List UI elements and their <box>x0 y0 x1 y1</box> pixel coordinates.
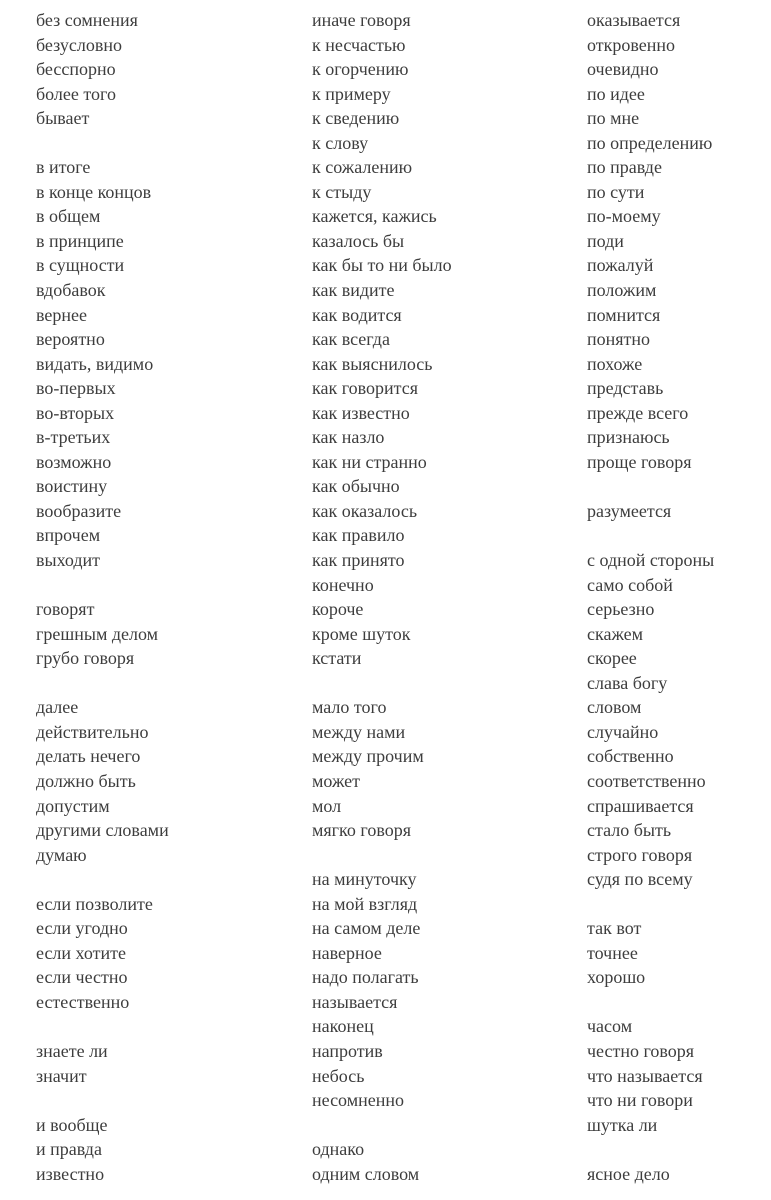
phrase-item: строго говоря <box>587 844 693 865</box>
phrase-item: одним словом <box>312 1163 420 1184</box>
phrase-item: должно быть <box>36 770 136 791</box>
phrase-item: что называется <box>587 1065 703 1086</box>
phrase-item: прежде всего <box>587 402 689 423</box>
phrase-item: если позволите <box>36 893 153 914</box>
phrase-item: в конце концов <box>36 181 152 202</box>
phrase-item: скажем <box>587 623 644 644</box>
phrase-item: мягко говоря <box>312 820 411 841</box>
phrase-item: наконец <box>312 1016 374 1037</box>
phrase-item: более того <box>36 83 116 104</box>
phrase-item: выходит <box>36 550 101 571</box>
blank-line <box>587 892 771 917</box>
phrase-item: казалось бы <box>312 230 405 251</box>
phrase-item: допустим <box>36 795 110 816</box>
phrase-item: словом <box>587 697 642 718</box>
blank-line <box>587 1137 771 1162</box>
phrase-item: на самом деле <box>312 918 421 939</box>
phrase-item: соответственно <box>587 770 706 791</box>
phrase-item: мол <box>312 795 342 816</box>
phrase-item: в-третьих <box>36 427 111 448</box>
phrase-item: хорошо <box>587 967 646 988</box>
phrase-item: впрочем <box>36 525 101 546</box>
phrase-item: к сожалению <box>312 157 413 178</box>
phrase-item: короче <box>312 599 364 620</box>
phrase-item: серьезно <box>587 599 655 620</box>
phrase-item: как выяснилось <box>312 353 433 374</box>
phrase-item: как принято <box>312 550 405 571</box>
phrase-item: как правило <box>312 525 405 546</box>
phrase-item: стало быть <box>587 820 672 841</box>
phrase-item: напротив <box>312 1040 383 1061</box>
phrase-item: как известно <box>312 402 410 423</box>
blank-line <box>36 573 296 598</box>
phrase-item: вероятно <box>36 329 105 350</box>
phrase-item: к примеру <box>312 83 391 104</box>
phrase-item: между нами <box>312 721 406 742</box>
phrase-item: бесспорно <box>36 59 116 80</box>
phrase-item: как оказалось <box>312 500 418 521</box>
phrase-item: по сути <box>587 181 645 202</box>
phrase-item: шутка ли <box>587 1114 658 1135</box>
phrase-item: между прочим <box>312 746 424 767</box>
phrase-item: в принципе <box>36 230 124 251</box>
phrase-item: несомненно <box>312 1090 404 1111</box>
phrase-item: по правде <box>587 157 662 178</box>
phrase-item: пожалуй <box>587 255 654 276</box>
phrase-item: откровенно <box>587 34 676 55</box>
phrase-item: к стыду <box>312 181 372 202</box>
phrase-item: видать, видимо <box>36 353 154 374</box>
phrase-item: наверное <box>312 942 382 963</box>
phrase-item: знаете ли <box>36 1040 108 1061</box>
phrase-item: поди <box>587 230 624 251</box>
phrase-item: как водится <box>312 304 402 325</box>
phrase-item: проще говоря <box>587 451 692 472</box>
phrase-item: естественно <box>36 991 130 1012</box>
phrase-item: представь <box>587 378 664 399</box>
blank-line <box>36 131 296 156</box>
phrase-item: судя по всему <box>587 869 693 890</box>
phrase-item: в сущности <box>36 255 125 276</box>
phrase-item: грешным делом <box>36 623 159 644</box>
phrase-item: кроме шуток <box>312 623 411 644</box>
phrase-item: кстати <box>312 648 362 669</box>
phrase-item: по идее <box>587 83 645 104</box>
blank-line <box>36 671 296 696</box>
phrase-item: далее <box>36 697 79 718</box>
phrase-item: к слову <box>312 132 369 153</box>
phrase-item: во-вторых <box>36 402 115 423</box>
phrase-item: если хотите <box>36 942 126 963</box>
blank-line <box>587 474 771 499</box>
phrase-item: как говорится <box>312 378 419 399</box>
phrase-item: делать нечего <box>36 746 141 767</box>
phrase-item: очевидно <box>587 59 659 80</box>
phrase-item: и вообще <box>36 1114 108 1135</box>
phrase-item: другими словами <box>36 820 169 841</box>
phrase-item: как бы то ни было <box>312 255 452 276</box>
phrase-item: небось <box>312 1065 365 1086</box>
blank-line <box>312 843 572 868</box>
phrase-item: спрашивается <box>587 795 694 816</box>
phrase-item: называется <box>312 991 398 1012</box>
phrase-item: на мой взгляд <box>312 893 418 914</box>
phrase-item: думаю <box>36 844 87 865</box>
blank-line <box>36 1088 296 1113</box>
phrase-column-3 <box>587 8 771 1186</box>
phrase-item: вдобавок <box>36 280 106 301</box>
phrase-item: и правда <box>36 1139 102 1160</box>
blank-line <box>587 523 771 548</box>
phrase-item: с одной стороны <box>587 550 715 571</box>
phrase-item: вернее <box>36 304 87 325</box>
phrase-item: по-моему <box>587 206 661 227</box>
phrase-item: собственно <box>587 746 674 767</box>
phrase-item: как всегда <box>312 329 390 350</box>
phrase-item: если честно <box>36 967 128 988</box>
phrase-item: как назло <box>312 427 385 448</box>
phrase-item: бывает <box>36 108 90 129</box>
phrase-item: конечно <box>312 574 374 595</box>
phrase-item: безусловно <box>36 34 122 55</box>
phrase-item: действительно <box>36 721 149 742</box>
phrase-column-2 <box>312 8 572 1186</box>
phrase-item: случайно <box>587 721 659 742</box>
blank-line <box>587 990 771 1015</box>
phrase-item: по определению <box>587 132 713 153</box>
blank-line <box>312 1113 572 1138</box>
phrase-item: надо полагать <box>312 967 419 988</box>
phrase-item: если угодно <box>36 918 128 939</box>
phrase-item: положим <box>587 280 657 301</box>
phrase-item: в итоге <box>36 157 91 178</box>
phrase-item: во-первых <box>36 378 116 399</box>
phrase-item: мало того <box>312 697 387 718</box>
phrase-item: похоже <box>587 353 643 374</box>
blank-line <box>36 1014 296 1039</box>
blank-line <box>312 671 572 696</box>
phrase-item: как видите <box>312 280 395 301</box>
phrase-item: точнее <box>587 942 638 963</box>
phrase-item: к сведению <box>312 108 400 129</box>
phrase-item: понятно <box>587 329 651 350</box>
phrase-item: в общем <box>36 206 101 227</box>
phrase-item: само собой <box>587 574 673 595</box>
phrase-item: возможно <box>36 451 112 472</box>
blank-line <box>36 867 296 892</box>
phrase-item: оказывается <box>587 10 681 30</box>
phrase-item: скорее <box>587 648 637 669</box>
phrase-item: известно <box>36 1163 105 1184</box>
phrase-item: как обычно <box>312 476 400 497</box>
phrase-item: слава богу <box>587 672 668 693</box>
phrase-item: однако <box>312 1139 365 1160</box>
phrase-item: к огорчению <box>312 59 409 80</box>
phrase-item: иначе говоря <box>312 10 411 30</box>
phrase-column-1 <box>36 8 296 1186</box>
phrase-item: к несчастью <box>312 34 406 55</box>
phrase-item: часом <box>587 1016 633 1037</box>
phrase-item: вообразите <box>36 500 122 521</box>
phrase-item: как ни странно <box>312 451 427 472</box>
phrase-item: что ни говори <box>587 1090 693 1111</box>
phrase-item: помнится <box>587 304 661 325</box>
phrase-item: говорят <box>36 599 95 620</box>
phrase-item: разумеется <box>587 500 672 521</box>
phrase-item: воистину <box>36 476 108 497</box>
phrase-item: может <box>312 770 360 791</box>
phrase-item: признаюсь <box>587 427 670 448</box>
phrase-item: значит <box>36 1065 87 1086</box>
phrase-item: честно говоря <box>587 1040 695 1061</box>
phrase-item: по мне <box>587 108 640 129</box>
phrase-item: на минуточку <box>312 869 417 890</box>
phrase-item: кажется, кажись <box>312 206 437 227</box>
phrase-item: без сомнения <box>36 10 138 30</box>
phrase-item: ясное дело <box>587 1163 670 1184</box>
phrase-item: так вот <box>587 918 642 939</box>
phrase-item: грубо говоря <box>36 648 135 669</box>
